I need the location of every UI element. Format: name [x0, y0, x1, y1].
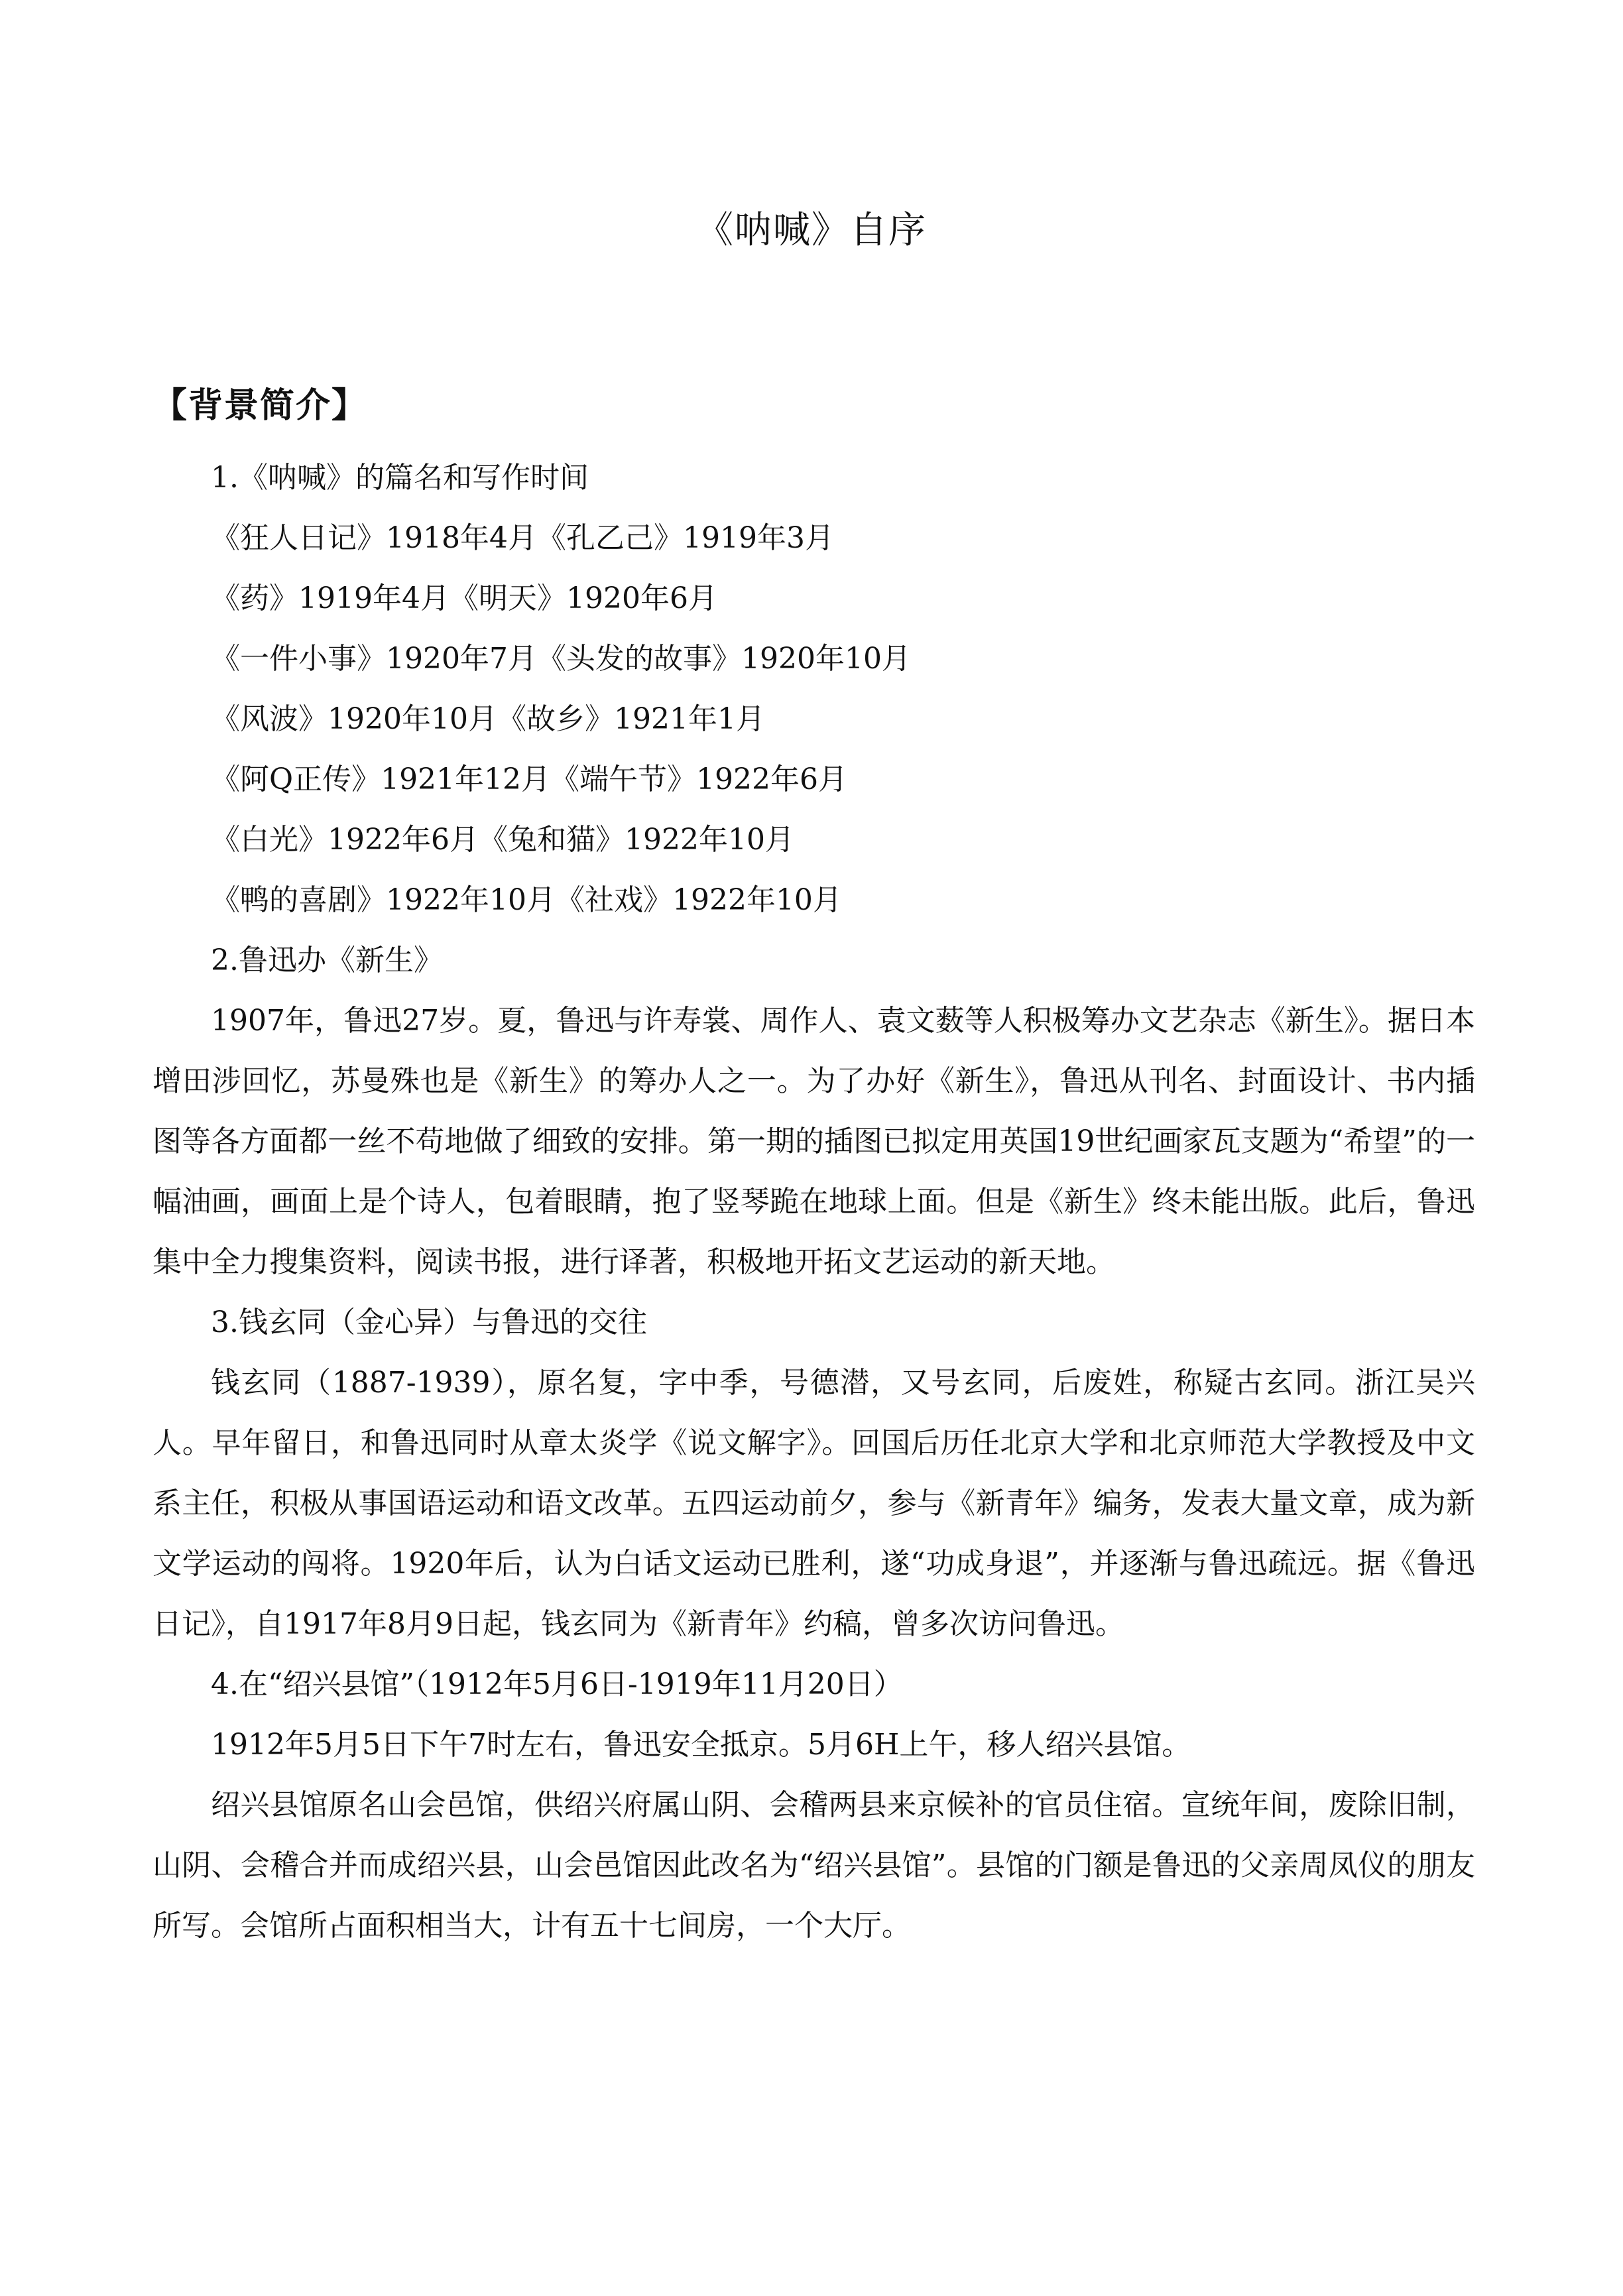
- work-line: 《风波》1920年10月《故乡》1921年1月: [211, 702, 765, 736]
- item3-heading: 3.钱玄同（金心异）与鲁迅的交往: [211, 1305, 647, 1339]
- item4-heading: 4.在“绍兴县馆”（1912年5月6日-1919年11月20日）: [211, 1667, 903, 1701]
- work-line: 《白光》1922年6月《兔和猫》1922年10月: [211, 823, 794, 857]
- work-line: 《鸭的喜剧》1922年10月《社戏》1922年10月: [211, 883, 842, 917]
- item3-paragraph: 钱玄同（1887-1939），原名复，字中季，号德潜，又号玄同，后废姓，称疑古玄同。浙江吴兴人。早年留日，和鲁迅同时从章太炎学《说文解字》。回国后历任北京大学和北京师范大学教授及中文系主任，积极从事国语运动和语文改革。五四运动前夕，参与《新青年》编务，发表大量文章，成为新文学运动的闯将。1920年后，认为白话文运动已胜利，遂“功成身退”，并逐渐与鲁迅疏远。据《鲁迅日记》，自1917年8月9日起，钱玄同为《新青年》约稿，曾多次访问鲁迅。: [152, 1366, 1475, 1641]
- work-line: 《狂人日记》1918年4月《孔乙己》1919年3月: [211, 521, 834, 555]
- item4-paragraph-1: 1912年5月5日下午7时左右，鲁迅安全抵京。5月6H上午，移人绍兴县馆。: [211, 1728, 1191, 1762]
- page-title: 《呐喊》自序: [696, 209, 927, 252]
- work-line: 《阿Q正传》1921年12月《端午节》1922年6月: [211, 762, 848, 796]
- work-line: 《药》1919年4月《明天》1920年6月: [211, 581, 717, 615]
- item2-paragraph: 1907年，鲁迅27岁。夏，鲁迅与许寿裳、周作人、袁文薮等人积极筹办文艺杂志《新生》。据日本增田涉回忆，苏曼殊也是《新生》的筹办人之一。为了办好《新生》，鲁迅从刊名、封面设计、书内插图等各方面都一丝不苟地做了细致的安排。第一期的插图已拟定用英国19世纪画家瓦支题为“希望”的一幅油画，画面上是个诗人，包着眼睛，抱了竖琴跪在地球上面。但是《新生》终未能出版。此后，鲁迅集中全力搜集资料，阅读书报，进行译著，积极地开拓文艺运动的新天地。: [152, 1004, 1475, 1279]
- work-line: 《一件小事》1920年7月《头发的故事》1920年10月: [211, 642, 911, 676]
- section-heading: 【背景简介】: [152, 385, 368, 426]
- item4-paragraph-2: 绍兴县馆原名山会邑馆，供绍兴府属山阴、会稽两县来京候补的官员住宿。宣统年间，废除旧制，山阴、会稽合并而成绍兴县，山会邑馆因此改名为“绍兴县馆”。县馆的门额是鲁迅的父亲周凤仪的朋友所写。会馆所占面积相当大，计有五十七间房，一个大厅。: [152, 1788, 1475, 1943]
- item2-heading: 2.鲁迅办《新生》: [211, 943, 443, 977]
- document-body: [152, 381, 1475, 1956]
- item1-heading: 1.《呐喊》的篇名和写作时间: [211, 461, 589, 495]
